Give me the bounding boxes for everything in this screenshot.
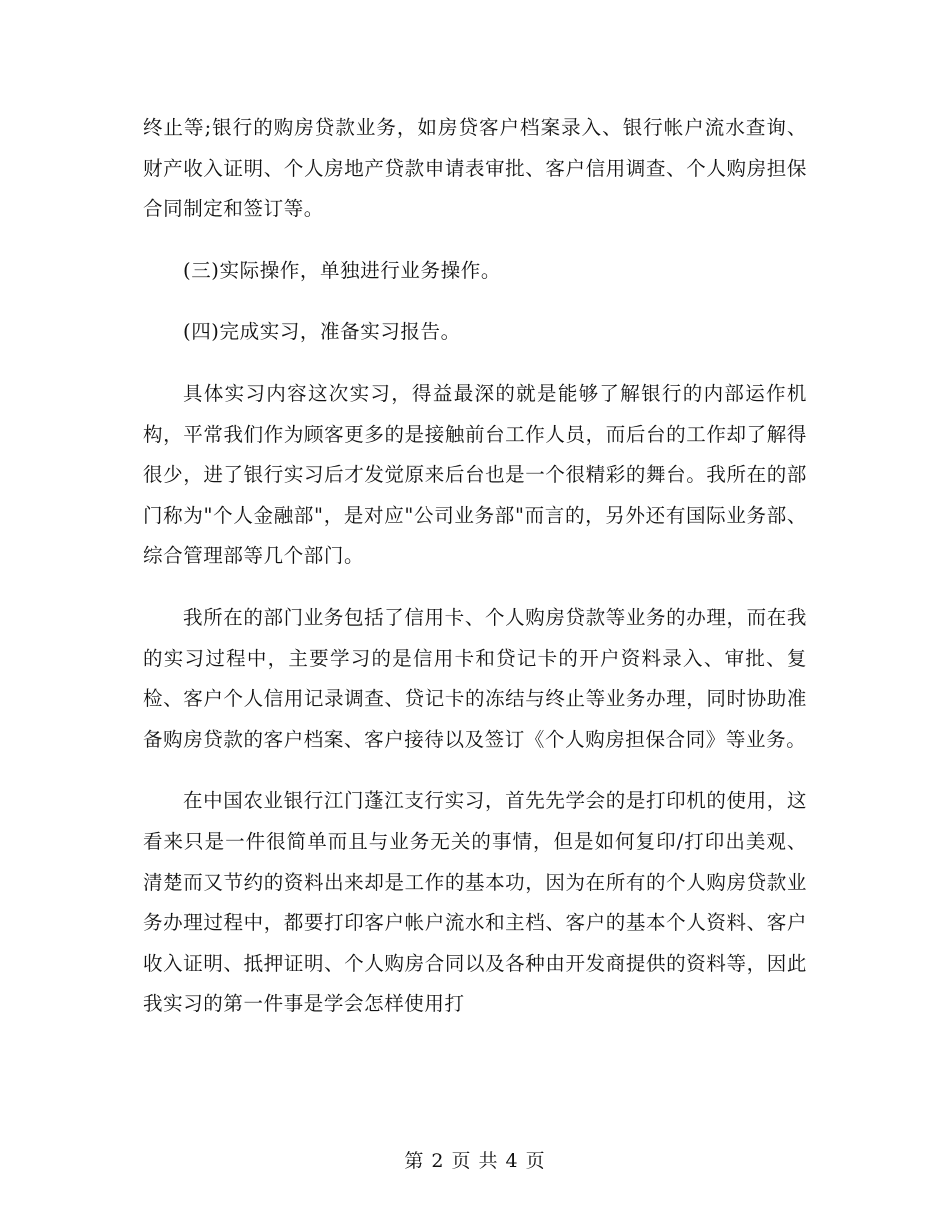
document-body: [143, 108, 807, 1025]
paragraph-internship-content: 具体实习内容这次实习，得益最深的就是能够了解银行的内部运作机构，平常我们作为顾客更多的是接触前台工作人员，而后台的工作却了解得很少，进了银行实习后才发觉原来后台也是一个很精彩的舞台。我所在的部门称为"个人金融部"，是对应"公司业务部"而言的，另外还有国际业务部、综合管理部等几个部门。: [143, 381, 807, 568]
paragraph-step-three: (三)实际操作，单独进行业务操作。: [183, 258, 501, 282]
paragraph-department-business: 我所在的部门业务包括了信用卡、个人购房贷款等业务的办理，而在我的实习过程中，主要学习的是信用卡和贷记卡的开户资料录入、审批、复检、客户个人信用记录调查、贷记卡的冻结与终止等业务办理，同时协助准备购房贷款的客户档案、客户接待以及签订《个人购房担保合同》等业务。: [143, 605, 807, 751]
paragraph-step-four: (四)完成实习，准备实习报告。: [183, 320, 461, 344]
paragraph-continuation: 终止等;银行的购房贷款业务，如房贷客户档案录入、银行帐户流水查询、财产收入证明、个人房地产贷款申请表审批、客户信用调查、个人购房担保合同制定和签订等。: [143, 116, 807, 221]
paragraph-printer-usage: 在中国农业银行江门蓬江支行实习，首先先学会的是打印机的使用，这看来只是一件很简单而且与业务无关的事情，但是如何复印/打印出美观、清楚而又节约的资料出来却是工作的基本功，因为在所有的个人购房贷款业务办理过程中，都要打印客户帐户流水和主档、客户的基本个人资料、客户收入证明、抵押证明、个人购房合同以及各种由开发商提供的资料等，因此我实习的第一件事是学会怎样使用打: [143, 789, 807, 1016]
page-number-footer: 第 2 页 共 4 页: [404, 1150, 546, 1172]
